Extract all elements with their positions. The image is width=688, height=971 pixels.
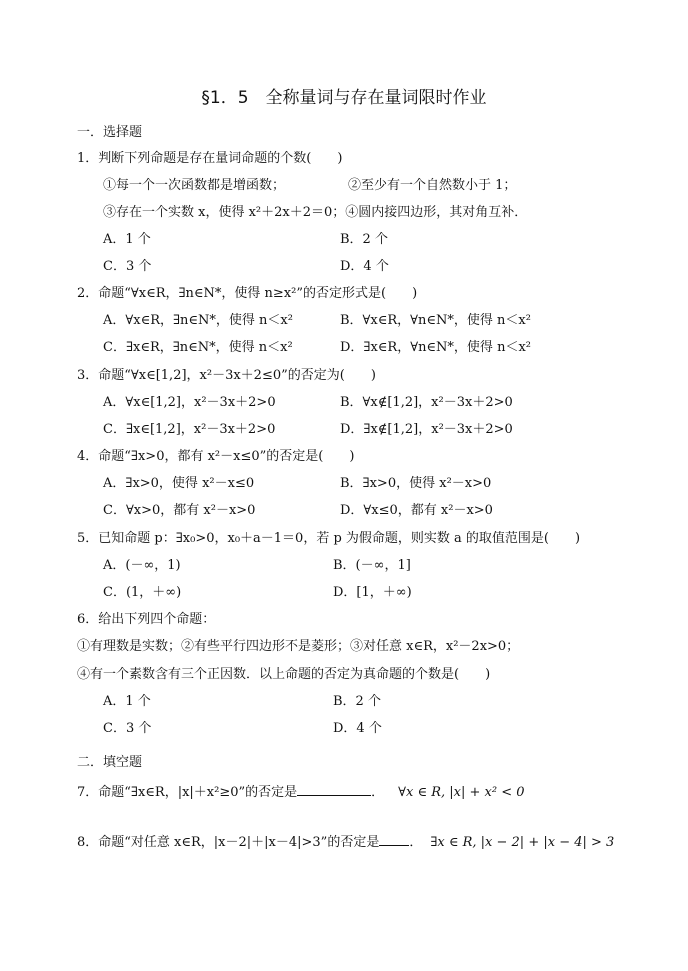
q4-stem: 4．命题“∃x>0，都有 x²－x≤0”的否定是( ) [77, 449, 355, 464]
q6-option-b: B．2 个 [333, 694, 381, 709]
q6-option-c: C．3 个 [103, 721, 152, 736]
q3-option-a: A．∀x∈[1,2]，x²－3x＋2>0 [103, 395, 276, 410]
q7-answer: ∀x ∈ R, |x| + x² < 0 [398, 785, 525, 800]
q5-option-d: D．[1，＋∞) [333, 585, 412, 600]
q2-option-b: B．∀x∈R，∀n∈N*，使得 n＜x² [340, 313, 531, 328]
q2-stem: 2．命题“∀x∈R，∃n∈N*，使得 n≥x²”的否定形式是( ) [77, 286, 418, 301]
q8-answer-blank [379, 833, 409, 846]
q6-option-a: A．1 个 [103, 694, 151, 709]
q1-item-3-4: ③存在一个实数 x，使得 x²＋2x＋2＝0；④圆内接四边形，其对角互补． [103, 205, 528, 220]
q1-stem: 1．判断下列命题是存在量词命题的个数( ) [77, 151, 343, 166]
q1-option-d: D．4 个 [340, 259, 389, 274]
q1-option-b: B．2 个 [340, 232, 388, 247]
q2-option-a: A．∀x∈R，∃n∈N*，使得 n＜x² [103, 313, 293, 328]
q7-stem: 7．命题“∃x∈R，|x|＋x²≥0”的否定是 [77, 785, 298, 800]
q3-stem: 3．命题“∀x∈[1,2]，x²－3x＋2≤0”的否定为( ) [77, 368, 376, 383]
q8-answer: ∃x ∈ R, |x − 2| + |x − 4| > 3 [430, 835, 615, 850]
q5-option-c: C．(1，＋∞) [103, 585, 182, 600]
q6-line-2: ④有一个素数含有三个正因数．以上命题的否定为真命题的个数是( ) [77, 667, 491, 682]
q4-option-b: B．∃x>0，使得 x²－x>0 [340, 476, 492, 491]
section-heading-choice: 一．选择题 [77, 125, 143, 140]
q7-line [77, 783, 525, 802]
section-heading-fill: 二．填空题 [77, 755, 143, 770]
q3-option-b: B．∀x∉[1,2]，x²－3x＋2>0 [340, 395, 513, 410]
q5-stem: 5．已知命题 p：∃x₀>0，x₀＋a－1＝0，若 p 为假命题，则实数 a 的取值范围是( ) [77, 531, 581, 546]
q1-item-2: ②至少有一个自然数小于 1； [348, 178, 517, 193]
q2-option-d: D．∃x∈R，∀n∈N*，使得 n＜x² [340, 340, 531, 355]
q6-stem: 6．给出下列四个命题： [77, 612, 216, 627]
q8-tail: ． [409, 835, 423, 850]
q2-option-c: C．∃x∈R，∃n∈N*，使得 n＜x² [103, 340, 293, 355]
q5-option-b: B．(－∞，1] [333, 558, 411, 573]
q4-option-d: D．∀x≤0，都有 x²－x>0 [340, 503, 493, 518]
q7-tail: ． [371, 785, 385, 800]
q4-option-c: C．∀x>0，都有 x²－x>0 [103, 503, 256, 518]
q8-line [77, 833, 614, 852]
q6-option-d: D．4 个 [333, 721, 382, 736]
q4-option-a: A．∃x>0，使得 x²－x≤0 [103, 476, 255, 491]
q1-item-1: ①每一个一次函数都是增函数； [103, 178, 286, 193]
q3-option-d: D．∃x∉[1,2]，x²－3x＋2>0 [340, 422, 513, 437]
q1-option-a: A．1 个 [103, 232, 151, 247]
page-title: §1．5 全称量词与存在量词限时作业 [201, 88, 487, 108]
q1-option-c: C．3 个 [103, 259, 152, 274]
q3-option-c: C．∃x∈[1,2]，x²－3x＋2>0 [103, 422, 276, 437]
q6-line-1: ①有理数是实数；②有些平行四边形不是菱形；③对任意 x∈R，x²－2x>0； [77, 639, 520, 654]
q7-answer-blank [297, 783, 371, 796]
q5-option-a: A．(－∞，1) [103, 558, 181, 573]
q8-stem: 8．命题“对任意 x∈R，|x－2|＋|x－4|>3”的否定是 [77, 835, 380, 850]
